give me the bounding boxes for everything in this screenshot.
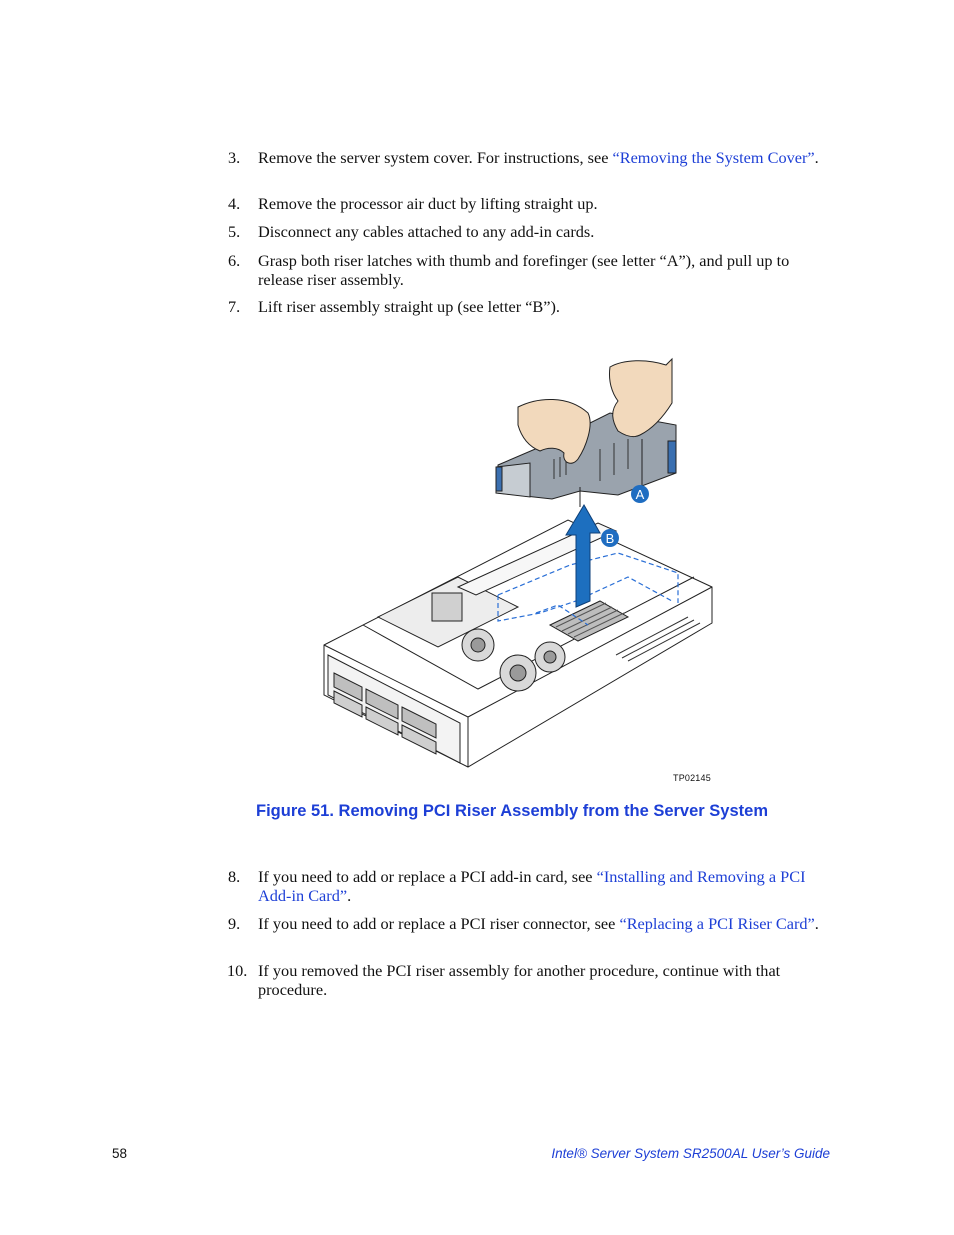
figure-code: TP02145 xyxy=(673,773,711,783)
installing-pci-card-link[interactable]: “Installing and Removing a PCI Add-in Card” xyxy=(258,867,806,905)
list-item xyxy=(228,195,833,223)
step-number: 9. xyxy=(228,914,241,933)
step-text: If you removed the PCI riser assembly for another procedure, continue with that procedure. xyxy=(258,961,781,999)
callout-b xyxy=(601,529,619,547)
replacing-riser-card-link[interactable]: “Replacing a PCI Riser Card” xyxy=(619,914,815,933)
step-number: 10. xyxy=(227,961,248,980)
list-item xyxy=(228,223,833,252)
svg-text:A: A xyxy=(635,487,645,502)
step-text: If you need to add or replace a PCI riser connector, see xyxy=(258,914,620,933)
page-number: 58 xyxy=(112,1146,128,1161)
procedure-steps-bottom xyxy=(228,868,833,999)
step-number: 3. xyxy=(228,148,241,167)
step-number: 8. xyxy=(228,867,241,886)
figure-caption: Figure 51. Removing PCI Riser Assembly from the Server System xyxy=(256,802,768,820)
step-text-end: . xyxy=(347,885,352,905)
removing-system-cover-link[interactable]: “Removing the System Cover” xyxy=(612,148,815,167)
step-number: 4. xyxy=(228,194,241,213)
step-text: Grasp both riser latches with thumb and forefinger (see letter “A”), and pull up to release riser assembly. xyxy=(258,251,790,289)
list-item xyxy=(228,252,833,298)
riser-assembly-illustration xyxy=(318,355,718,775)
list-item xyxy=(228,868,833,915)
step-text: Lift riser assembly straight up (see letter “B”). xyxy=(258,297,561,316)
step-number: 6. xyxy=(228,251,241,270)
step-number: 5. xyxy=(228,222,241,241)
procedure-steps-top xyxy=(228,149,833,317)
list-item xyxy=(228,915,833,962)
step-text: Remove the processor air duct by lifting straight up. xyxy=(258,194,598,213)
list-item xyxy=(228,962,833,999)
document-title: Intel® Server System SR2500AL User’s Guide xyxy=(551,1146,830,1161)
step-text: Remove the server system cover. For instructions, see xyxy=(258,148,613,167)
svg-text:B: B xyxy=(605,531,615,546)
step-number: 7. xyxy=(228,297,241,316)
step-text: Disconnect any cables attached to any add-in cards. xyxy=(258,222,595,241)
list-item xyxy=(228,298,833,317)
step-text: If you need to add or replace a PCI add-in card, see xyxy=(258,867,597,886)
step-text-end: . xyxy=(814,148,819,167)
step-text-end: . xyxy=(814,914,819,933)
list-item xyxy=(228,149,833,195)
